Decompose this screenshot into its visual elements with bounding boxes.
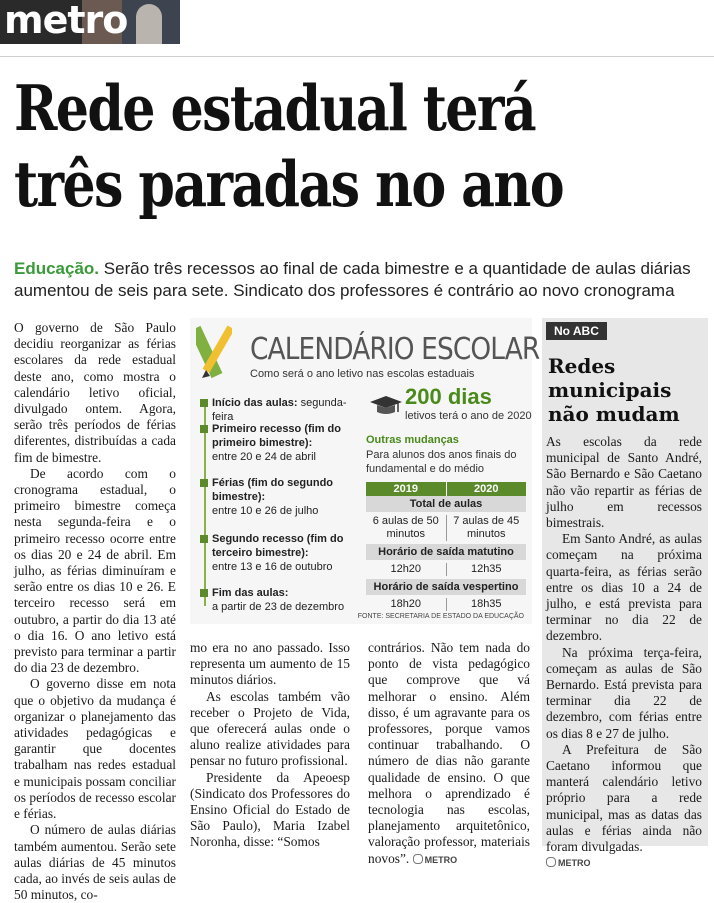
- school-days-caption: letivos terá o ano de 2020: [405, 410, 532, 422]
- table-section-title: Total de aulas: [366, 496, 526, 512]
- timeline-marker: [200, 589, 208, 597]
- metro-signature: METRO: [546, 855, 702, 871]
- timeline-item: [200, 422, 360, 464]
- table-cell: 18h20: [390, 598, 422, 610]
- article-paragraph: [368, 640, 530, 868]
- section-kicker: Educação.: [14, 259, 100, 278]
- timeline-marker: [200, 479, 208, 487]
- calendar-infographic: [190, 318, 540, 624]
- metro-logo: metro: [4, 0, 128, 42]
- divider: [0, 56, 714, 57]
- table-cell: 6 aulas de 50 minutos: [372, 515, 439, 540]
- headline-line-1: Rede estadual terá: [14, 71, 536, 145]
- table-row: [366, 560, 526, 579]
- school-days-count: 200 dias: [405, 384, 492, 409]
- table-header: [366, 482, 526, 496]
- table-cell: 18h35: [446, 598, 527, 611]
- table-header-year: 2019: [393, 483, 418, 495]
- timeline-detail: segunda-feira: [212, 397, 347, 423]
- article-column-3: [368, 640, 530, 868]
- article-paragraph: As escolas também vão receber o Projeto de Vida, que oferecerá aulas onde o aluno realize atividades para pensar no futuro profissional.: [190, 688, 350, 769]
- deck: [14, 258, 704, 302]
- timeline-label: Primeiro recesso (fim do primeiro bimestre):: [212, 423, 341, 449]
- article-paragraph: O governo disse em nota que o objetivo da mudança é organizar o planejamento das atividades pedagógicas e garantir que docentes trabalham nas redes estadual e municipais possam conciliar os períodos de recesso escolar e férias.: [14, 676, 176, 822]
- article-paragraph-text: contrários. Não tem nada do ponto de vista pedagógico que comprove que vá melhorar o ensino. Além disso, é um agravante para os professores, porque vamos continuar trabalhando. O número de dias não garante qualidade de ensino. O que melhora o aprendizado é tecnologia nas escolas, planejamento arquitetônico, valoração professor, materiais novos”.: [368, 640, 530, 866]
- timeline-marker: [200, 399, 208, 407]
- ruler-pencil-icon: [196, 320, 232, 380]
- metro-signature: METRO: [413, 855, 458, 865]
- timeline-detail: entre 13 e 16 de outubro: [212, 561, 333, 573]
- masthead-photo-figure: [136, 4, 162, 44]
- table-header-year: 2020: [446, 482, 527, 496]
- table-cell: 12h35: [446, 563, 527, 576]
- timeline-label: Férias (fim do segundo bimestre):: [212, 477, 334, 503]
- table-section-title: Horário de saída vespertino: [366, 579, 526, 595]
- timeline-label: Fim das aulas:: [212, 587, 289, 599]
- table-row: [366, 595, 526, 614]
- article-column-1: [14, 320, 176, 903]
- metro-globe-icon: [546, 857, 556, 867]
- sidebar-paragraph: Na próxima terça-feira, começam as aulas de São Bernardo. Está prevista para terminar dia 22 de dezembro, com férias entre os dias 8 e 27 de julho.: [546, 644, 702, 741]
- headline-line-2: três paradas no ano: [14, 147, 563, 221]
- article-paragraph: O governo de São Paulo decidiu reorganizar as férias escolares da rede estadual deste ano, como mostra o calendário letivo oficial, divulgado ontem. Agora, serão três períodos de férias diferentes, distribuídas a cada fim de bimestre.: [14, 320, 176, 465]
- sidebar-paragraph: As escolas da rede municipal de Santo André, São Bernardo e São Caetano não vão repartir as férias de julho em recessos bimestrais.: [546, 434, 702, 531]
- source-credit: FONTE: SECRETARIA DE ESTADO DA EDUCAÇÃO: [357, 613, 524, 620]
- timeline-item: [200, 586, 360, 614]
- sidebar-box: [542, 318, 708, 869]
- table-row: [366, 512, 526, 544]
- timeline-item: [200, 532, 360, 574]
- other-changes-title: Outras mudanças: [366, 434, 459, 446]
- timeline-detail: entre 20 e 24 de abril: [212, 451, 316, 463]
- timeline-label: Início das aulas:: [212, 397, 298, 409]
- timeline-marker: [200, 535, 208, 543]
- timeline-detail: a partir de 23 de dezembro: [212, 601, 345, 613]
- metro-globe-icon: [413, 854, 423, 864]
- article-paragraph: O número de aulas diárias também aumentou. Serão sete aulas diárias de 45 minutos cada, ao invés de seis aulas de 50 minutos, co-: [14, 822, 176, 903]
- graduation-cap-icon: [368, 394, 404, 418]
- sidebar-paragraph: Em Santo André, as aulas começam na próxima quarta-feira, as férias serão entre os dias 10 a 24 de julho, e está prevista para terminar no dia 22 de dezembro.: [546, 531, 702, 644]
- timeline-item: [200, 396, 360, 424]
- timeline-detail: entre 10 e 26 de julho: [212, 505, 319, 517]
- article-column-2: [190, 640, 350, 851]
- article-paragraph: Presidente da Apeoesp (Sindicato dos Professores do Ensino Oficial do Estado de São Paulo), Maria Izabel Noronha, disse: “Somos: [190, 769, 350, 850]
- section-tag: No ABC: [546, 322, 607, 340]
- sidebar-title: Redes municipais não mudam: [548, 354, 680, 426]
- masthead: [0, 0, 180, 44]
- article-paragraph: mo era no ano passado. Isso representa um aumento de 15 minutos diários.: [190, 640, 350, 688]
- infographic-title: CALENDÁRIO ESCOLAR: [250, 332, 540, 367]
- comparison-table: [366, 482, 526, 614]
- headline: [14, 70, 703, 222]
- sidebar-body: [546, 434, 702, 871]
- timeline-label: Segundo recesso (fim do terceiro bimestre):: [212, 533, 344, 559]
- infographic-subtitle: Como será o ano letivo nas escolas estaduais: [250, 368, 475, 380]
- table-cell: 12h20: [390, 563, 422, 575]
- article-paragraph: De acordo com o cronograma estadual, o primeiro bimestre começa nesta segunda-feira e o primeiro recesso ocorre entre os dias 20 e 24 de abril. Em julho, as férias diminuíram e serão entre os dias 10 e 26. E terceiro recesso será em outubro, a partir do dia 13 até o dia 16. O ano letivo está previsto para terminar a partir do dia 23 de dezembro.: [14, 465, 176, 676]
- other-changes-subtitle: Para alunos dos anos finais do fundamental e do médio: [366, 449, 517, 475]
- table-cell: 7 aulas de 45 minutos: [446, 515, 527, 541]
- deck-text: Serão três recessos ao final de cada bimestre e a quantidade de aulas diárias aumentou de seis para sete. Sindicato dos professores é contrário ao novo cronograma: [14, 259, 691, 300]
- sidebar-paragraph: A Prefeitura de São Caetano informou que manterá calendário letivo próprio para a rede municipal, mas as datas das aulas e férias ainda não foram divulgadas.: [546, 741, 702, 855]
- table-section-title: Horário de saída matutino: [366, 544, 526, 560]
- timeline-marker: [200, 425, 208, 433]
- timeline-item: [200, 476, 360, 518]
